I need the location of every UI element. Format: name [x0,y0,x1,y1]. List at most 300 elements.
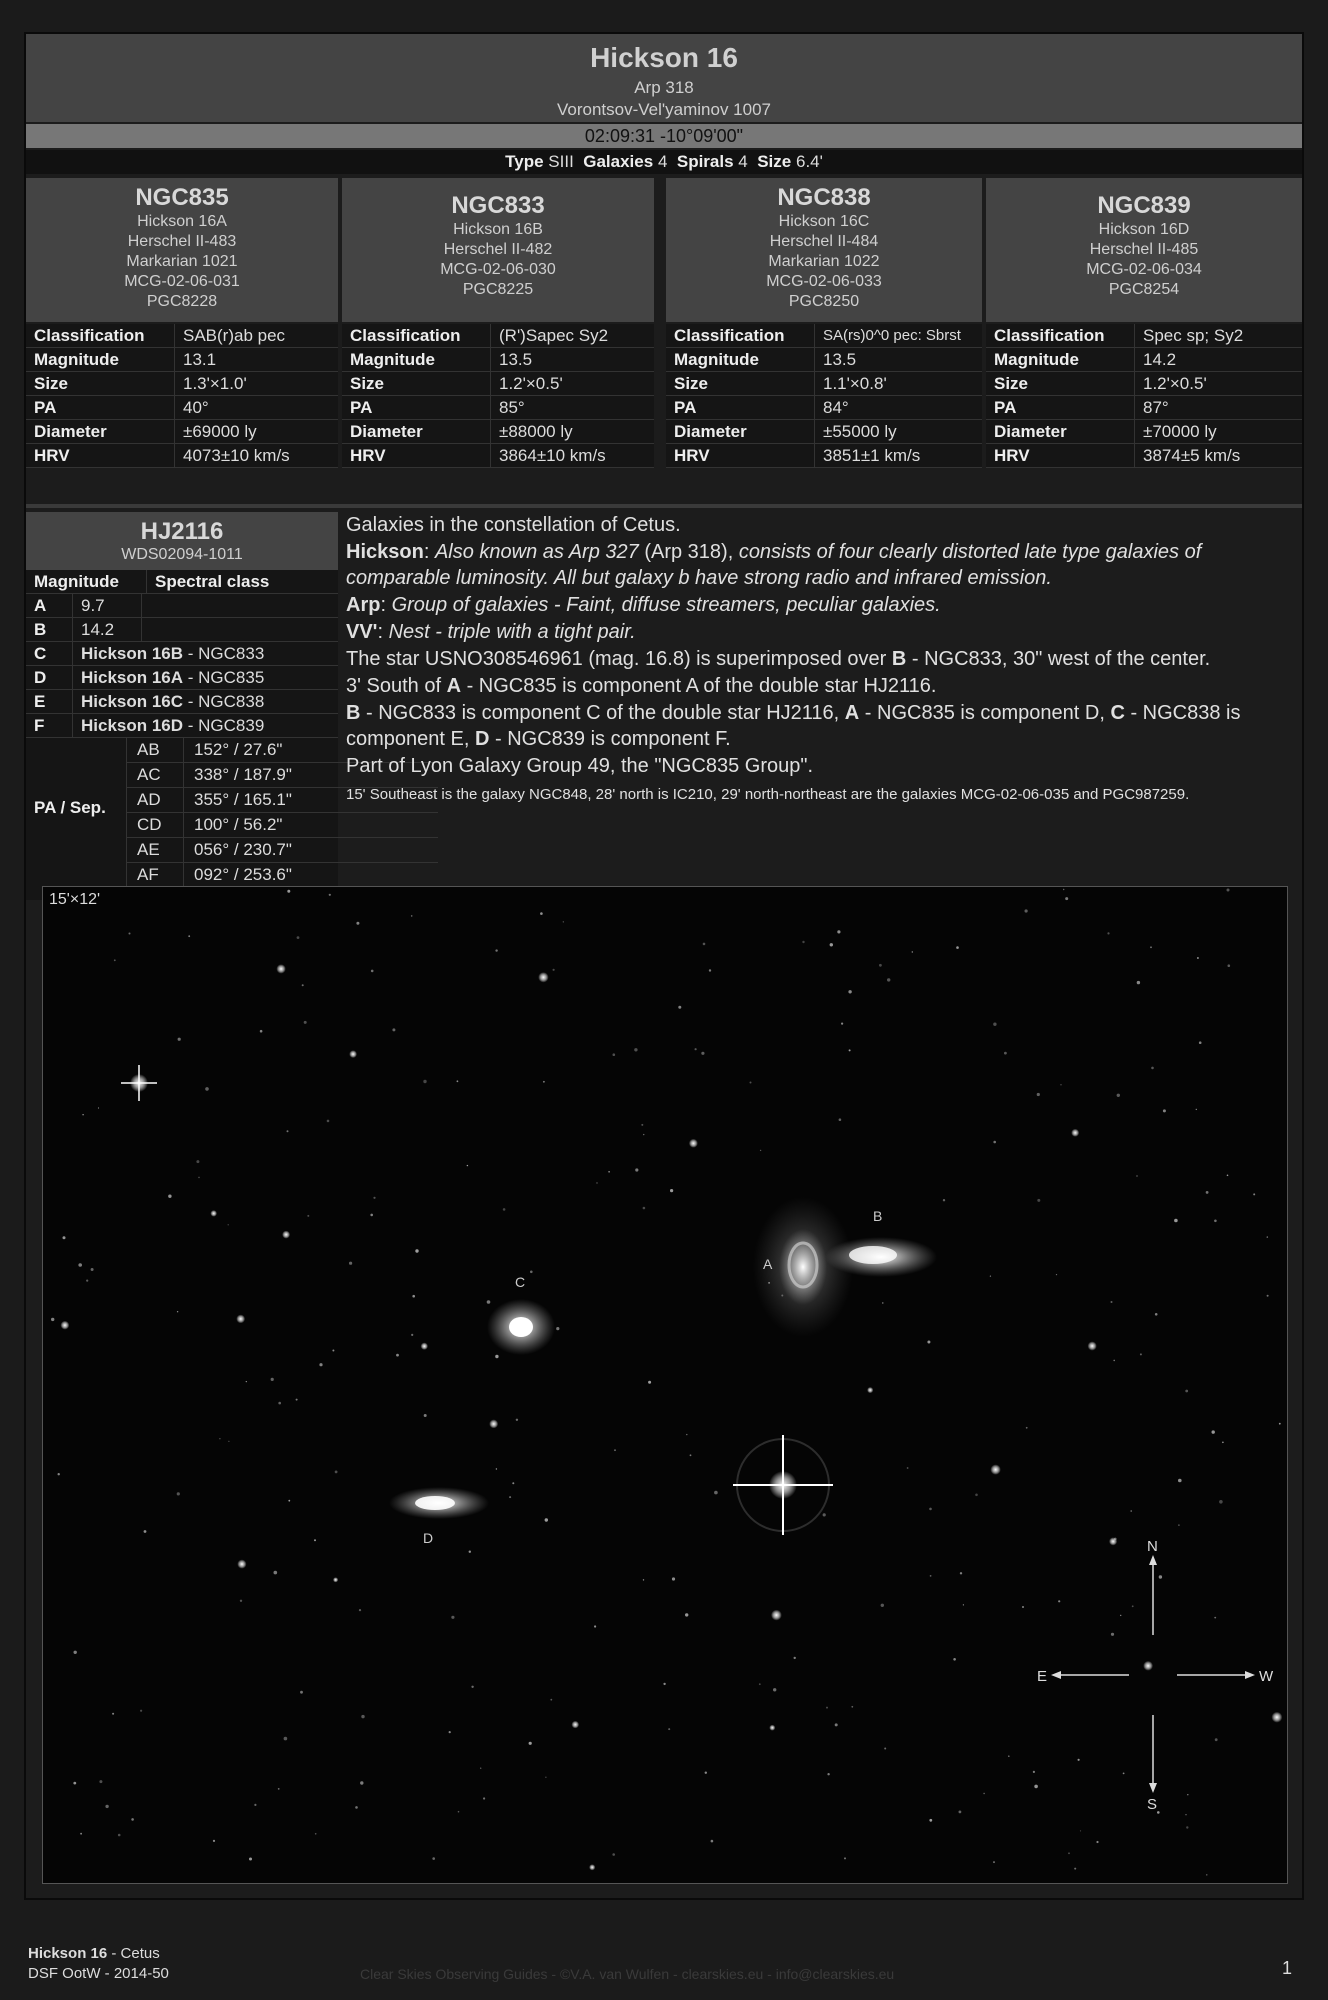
compass-e: E [1037,1668,1048,1685]
star [449,1731,451,1733]
star [300,1691,303,1694]
col-magnitude: Magnitude [26,570,147,594]
desc-bold: B [346,702,361,724]
desc-south [346,673,1296,699]
galaxy-properties [986,324,1302,468]
star [686,1434,687,1435]
prop-value: 13.5 [491,348,655,372]
galaxy-d [389,1487,489,1519]
desc-hickson: Hickson: Also known as Arp 327 (Arp 318), consists of four clearly distorted late type galaxies of comparable luminosity. All but galaxy b have strong radio and infrared emission. [346,541,1202,589]
component-ngc: - NGC833 [183,643,265,663]
star [1071,1129,1079,1137]
star [668,1728,670,1730]
star [1025,909,1028,912]
prop-label: Classification [26,324,175,348]
galaxy-card-header [342,178,654,322]
galaxy-card-ngc833 [342,178,654,504]
desc-text: 3' South of [346,675,447,697]
star [963,1604,964,1605]
star [1037,1199,1040,1202]
component-galaxy [73,666,339,690]
star [333,1577,338,1582]
star [140,1710,142,1712]
star [867,1387,873,1393]
pair-value: 056° / 230.7" [184,838,439,863]
desc-text: - NGC838 is component E, [346,702,1241,750]
star [240,1600,242,1602]
star [373,1197,375,1199]
pair-name: CD [127,813,184,838]
galaxy-id: Herschel II-483 [127,233,237,250]
star [1214,1617,1216,1619]
prop-value: 1.2'×0.5' [491,372,655,396]
star [543,1081,545,1083]
star [228,1224,229,1225]
star [287,1130,289,1132]
star [129,933,131,935]
desc-italic: Group of galaxies - Faint, diffuse streamers, peculiar galaxies. [391,594,941,616]
star [550,1699,552,1701]
star [612,1853,615,1856]
star [760,1150,761,1151]
star [359,1609,361,1611]
galaxy-id: MCG-02-06-034 [1086,261,1202,278]
prop-value: SAB(r)ab pec [175,324,339,348]
star [884,1748,886,1750]
star [1178,1524,1180,1526]
alt-designation-2: Vorontsov-Vel'yaminov 1007 [557,100,771,119]
prop-label: HRV [26,444,175,468]
prop-value: 13.1 [175,348,339,372]
star [529,1742,532,1745]
galaxy-id: Herschel II-484 [769,233,879,250]
star [701,1052,704,1055]
star [960,1572,962,1574]
star [210,1210,217,1217]
galaxy-card-header [666,178,982,322]
star [643,1207,646,1210]
star [538,972,548,982]
pair-name: AF [127,863,184,888]
star [1132,1605,1134,1607]
star [959,1811,962,1814]
star [907,1467,909,1469]
star [1033,1771,1035,1773]
star [1185,1390,1188,1393]
star [1186,1826,1188,1828]
galaxy-id: Hickson 16B [453,221,543,238]
star [1111,1633,1114,1636]
galaxy-id: PGC8250 [788,293,860,310]
component-spectral [142,618,339,642]
star [335,1471,338,1474]
star [1272,1712,1283,1723]
galaxy-id: Markarian 1022 [768,253,880,270]
desc-bold: A [446,675,462,697]
desc-label: Arp [346,594,381,616]
star [412,1295,415,1298]
star [99,1780,102,1783]
component-spectral [142,594,339,618]
component-magnitude: 9.7 [73,594,142,618]
star [750,1082,752,1084]
spirals-value: 4 [738,152,748,171]
prop-label: PA [342,396,491,420]
star [329,894,331,896]
star [1222,1442,1224,1444]
pair-name: AB [127,738,184,763]
star [993,1861,995,1863]
page-number: 1 [1282,1958,1293,1978]
prop-value: Spec sp; Sy2 [1135,324,1303,348]
star [1227,1175,1229,1177]
desc-label: Hickson [346,541,424,563]
star [794,1657,796,1659]
component-ngc: - NGC838 [183,691,265,711]
galaxy-b [825,1237,937,1277]
prop-value: ±55000 ly [815,420,983,444]
star [282,1231,290,1239]
galaxy-id: Herschel II-482 [443,241,553,258]
star [689,1139,698,1148]
prop-label: HRV [666,444,815,468]
star [823,1513,826,1516]
star [63,1236,66,1239]
double-star-wds: WDS02094-1011 [121,546,243,563]
desc-bold: A [844,702,860,724]
galaxy-properties [26,324,338,468]
component-letter: E [26,690,73,714]
star [360,1781,363,1784]
star [1058,1600,1060,1602]
component-magnitude: 14.2 [73,618,142,642]
prop-label: PA [666,396,815,420]
star [530,1271,533,1274]
star [614,1449,616,1451]
star [278,1788,280,1790]
page-frame [24,32,1304,1900]
galaxy-c [487,1299,555,1355]
desc-italic: consists of four clearly distorted late type galaxies of comparable luminosity. All but galaxy b have strong radio and infrared emission. [346,541,1202,589]
star [1199,1041,1202,1044]
star [78,1263,82,1267]
star [1068,1852,1070,1854]
star [73,1782,76,1785]
pair-name: AC [127,763,184,788]
star [82,1114,83,1115]
star [1227,889,1230,892]
star [844,1857,846,1859]
star [315,1833,317,1835]
prop-value: ±69000 ly [175,420,339,444]
galaxy-id: MCG-02-06-031 [124,273,240,290]
footer-credit: Clear Skies Observing Guides - ©V.A. van Wulfen - clearskies.eu - info@clearskies.eu [360,1966,895,1982]
prop-label: Classification [666,324,815,348]
desc-text: - NGC839 is component F. [489,728,731,750]
star [432,1857,435,1860]
star [1228,964,1231,967]
prop-value: 40° [175,396,339,420]
star [1206,1191,1209,1194]
prop-label: Diameter [342,420,491,444]
galaxy-card-header [986,178,1302,322]
star [841,1023,843,1025]
component-galaxy [73,690,339,714]
description [346,512,1296,805]
star [1159,1575,1162,1578]
star [563,921,564,922]
star [177,1311,178,1312]
prop-value: 14.2 [1135,348,1303,372]
star [1113,1360,1115,1362]
star [553,969,555,971]
star [678,1006,681,1009]
star [771,1610,782,1621]
desc-star [346,646,1296,672]
star [105,1805,108,1808]
star [1187,1794,1188,1795]
coordinates: 02:09:31 -10°09'00" [26,124,1302,148]
star [1056,1274,1057,1275]
star [769,1725,775,1731]
component-galaxy [73,714,339,738]
star [1214,1220,1217,1223]
double-star-header [26,512,338,570]
star [1150,946,1152,948]
desc-text: - NGC835 is component A of the double star HJ2116. [461,675,937,697]
star [467,1165,468,1166]
label-d: D [423,1530,434,1546]
star [837,930,840,933]
star [643,1134,644,1135]
star [297,936,300,939]
star [91,1268,94,1271]
star [556,1327,559,1330]
star [826,1707,828,1709]
star [278,1402,281,1405]
star [835,1723,838,1726]
star [695,1048,697,1050]
object-title: Hickson 16 [590,42,738,73]
star [1143,1661,1153,1671]
galaxy-properties [342,324,654,468]
prop-label: Diameter [26,420,175,444]
star [849,1049,851,1051]
star [355,1806,358,1809]
star [271,1378,274,1381]
star [927,1341,930,1344]
star [327,1120,330,1123]
galaxy-card-ngc838 [666,178,982,504]
star [98,1107,99,1108]
footer-series: DSF OotW - 2014-50 [28,1965,169,1982]
star [1065,897,1068,900]
galaxy-card-ngc835 [26,178,338,504]
component-galaxy [73,642,339,666]
double-star-panel [26,512,338,900]
star [1185,1814,1186,1815]
star [458,1811,460,1813]
star [690,1454,692,1456]
galaxies-value: 4 [657,152,668,171]
star [705,1772,707,1774]
star [61,1321,70,1330]
star [929,1819,932,1822]
type-label: Type [505,152,544,171]
star [361,1715,364,1718]
component-letter: D [26,666,73,690]
star [929,1508,932,1511]
star [1004,1052,1007,1055]
galaxy-name: NGC833 [451,192,545,219]
star [1155,1313,1158,1316]
star [168,1195,171,1198]
star [1060,1084,1061,1085]
divider [26,504,1302,508]
star [540,912,543,915]
star [237,1560,246,1569]
galaxy-id: MCG-02-06-030 [440,261,556,278]
prop-label: Magnitude [986,348,1135,372]
star [1253,1193,1255,1195]
star [516,1419,518,1421]
star [1022,1606,1024,1608]
prop-value: 3851±1 km/s [815,444,983,468]
star [545,1777,546,1778]
galaxy-name: NGC835 [135,184,229,211]
desc-intro: Galaxies in the constellation of Cetus. [346,514,681,536]
star [1174,1219,1178,1223]
star [370,1214,373,1217]
prop-label: Magnitude [26,348,175,372]
galaxy-id: Hickson 16A [137,213,227,230]
star [1117,1094,1120,1097]
star [990,1464,1000,1474]
star [415,1249,418,1252]
prop-label: Size [26,372,175,396]
component-ngc: - NGC835 [183,667,265,687]
star [287,890,290,893]
star [349,1050,357,1058]
star [1197,957,1199,959]
prop-value: ±88000 ly [491,420,655,444]
star [457,1080,459,1082]
star [643,1579,644,1580]
type-value: SIII [548,152,574,171]
sky-image [42,886,1288,1884]
prop-value: 1.1'×0.8' [815,372,983,396]
star [424,1414,427,1417]
star [80,1833,82,1835]
star [851,1706,853,1708]
star [421,1343,428,1350]
object-header [26,34,1302,122]
star [178,1038,181,1041]
star [254,1804,256,1806]
star [589,1864,595,1870]
star [451,1616,454,1619]
star [714,1491,718,1495]
star [1026,1427,1028,1429]
desc-nearby: 15' Southeast is the galaxy NGC848, 28' north is IC210, 29' north-northeast are the galaxies MCG-02-06-035 and PGC987259. [346,786,1190,803]
galaxy-id: PGC8254 [1108,281,1180,298]
star [759,1683,761,1685]
star [112,1713,114,1715]
label-c: C [515,1274,526,1290]
star [196,1160,199,1163]
component-letter: C [26,642,73,666]
galaxy-card-header [26,178,338,322]
star [839,1118,842,1121]
sky-image-svg [43,887,1287,1883]
star [480,1768,481,1769]
star [1279,1423,1281,1425]
star [58,1473,60,1475]
col-spectral: Spectral class [147,570,339,594]
desc-vv: VV': Nest - triple with a tight pair. [346,621,636,643]
star [1111,1301,1113,1303]
star [276,964,285,973]
star [307,1215,309,1217]
prop-label: Magnitude [666,348,815,372]
star [332,1350,334,1352]
star [594,1625,596,1627]
spirals-label: Spirals [676,152,734,171]
star [1080,1830,1081,1831]
prop-label: Diameter [986,420,1135,444]
field-of-view: 15'×12' [49,891,101,908]
star [1136,1175,1138,1177]
star [469,1551,471,1553]
star [1215,1738,1218,1741]
star [1130,1510,1132,1512]
star [1008,1755,1010,1757]
double-star-name: HJ2116 [140,518,224,545]
prop-value: 4073±10 km/s [175,444,339,468]
star [487,1300,491,1304]
star [213,1840,215,1842]
galaxy-id: PGC8225 [462,281,534,298]
star [703,943,706,946]
star [503,1208,506,1211]
star [51,1318,54,1321]
desc-label: VV' [346,621,378,643]
compass-w: W [1259,1668,1274,1685]
star [118,1834,121,1837]
star [495,949,497,951]
star [86,1280,88,1282]
star [1163,1109,1166,1112]
star [274,1571,278,1575]
star [319,1363,322,1366]
star [975,1494,978,1497]
prop-value: SA(rs)0^0 pec: Sbrst [815,324,983,348]
desc-italic: Nest - triple with a tight pair. [388,621,636,643]
star [392,1028,395,1031]
galaxy-id: Hickson 16D [1098,221,1190,238]
prop-value: 85° [491,396,655,420]
prop-label: PA [986,396,1135,420]
star [1267,1236,1268,1237]
star [188,935,190,937]
desc-text: - NGC833 is component C of the double star HJ2116, [360,702,845,724]
desc-bold: B [891,648,907,670]
desc-text: - NGC833, 30" west of the center. [906,648,1211,670]
star [349,1262,352,1265]
star [827,1773,829,1775]
star [1107,932,1109,934]
galaxy-id: Herschel II-485 [1089,241,1199,258]
